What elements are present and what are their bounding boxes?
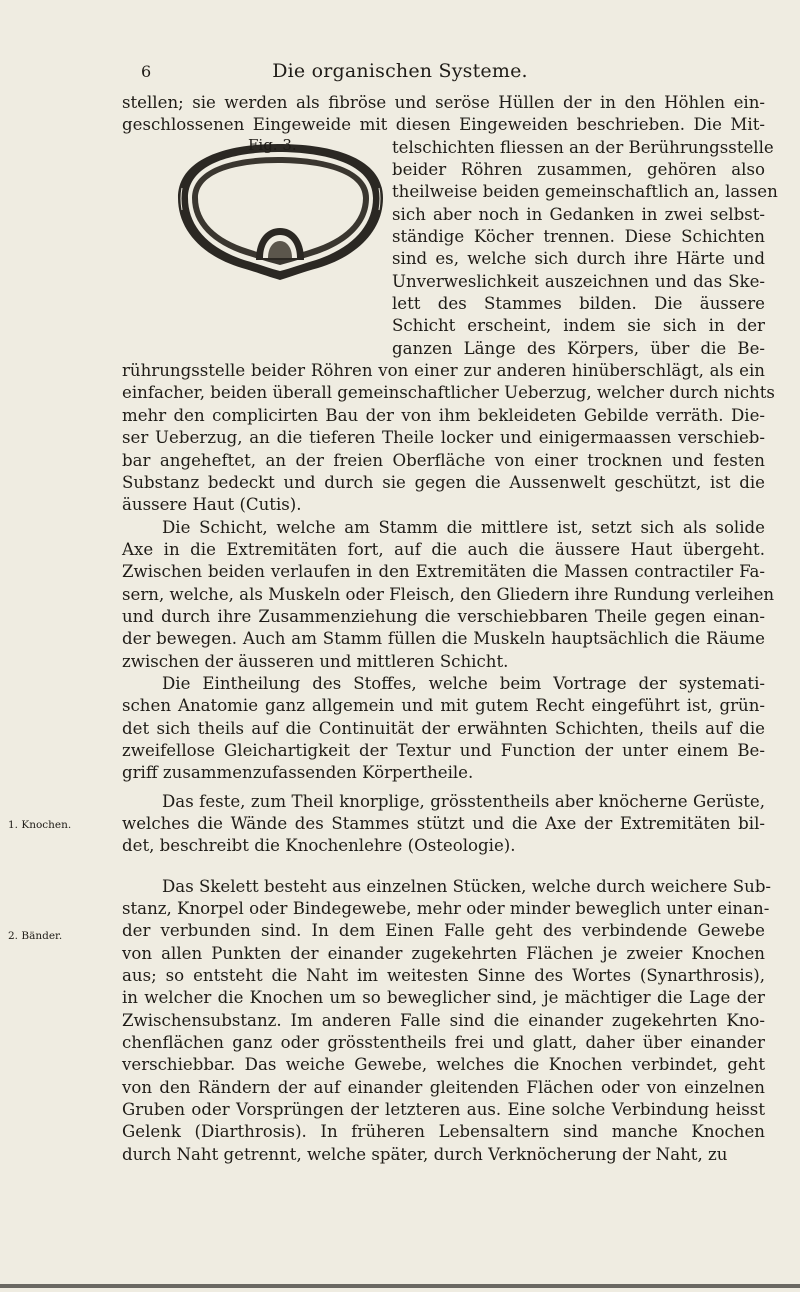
text-line: Axe in die Extremitäten fort, auf die auch die äussere Haut übergeht. — [122, 539, 765, 559]
text-line: Die Schicht, welche am Stamm die mittlere ist, setzt sich als solide — [162, 517, 765, 537]
text-line: Gruben oder Vorsprüngen der letzteren aus. Eine solche Verbindung heisst — [122, 1100, 765, 1120]
text-line: theilweise beiden gemeinschaftlich an, lassen — [392, 182, 778, 202]
text-line: mehr den complicirten Bau der von ihm bekleideten Gebilde verräth. Die- — [122, 405, 765, 425]
text-line: ständige Köcher trennen. Diese Schichten — [392, 227, 765, 247]
text-line: bar angeheftet, an der freien Oberfläche von einer trocknen und festen — [122, 450, 765, 470]
text-line: sern, welche, als Muskeln oder Fleisch, den Gliedern ihre Rundung verleihen — [122, 584, 775, 604]
text-line: ser Ueberzug, an die tieferen Theile locker und einigermaassen verschieb- — [122, 428, 765, 448]
text-line: Zwischen beiden verlaufen in den Extremitäten die Massen contractiler Fa- — [122, 562, 765, 582]
text-line: Zwischensubstanz. Im anderen Falle sind die einander zugekehrten Kno- — [122, 1010, 765, 1030]
text-line: verschiebbar. Das weiche Gewebe, welches die Knochen verbindet, geht — [122, 1055, 765, 1075]
text-line: und durch ihre Zusammenziehung die verschiebbaren Theile gegen einan- — [122, 606, 765, 626]
text-line: ganzen Länge des Körpers, über die Be- — [392, 338, 765, 358]
text-line: von den Rändern der auf einander gleitenden Flächen oder von einzelnen — [122, 1077, 765, 1097]
text-line: zweifellose Gleichartigkeit der Textur und Function der unter einem Be- — [122, 740, 765, 760]
text-line: chenflächen ganz oder grösstentheils frei und glatt, daher über einander — [122, 1033, 765, 1053]
page-number: 6 — [141, 62, 152, 81]
text-line: zwischen der äusseren und mittleren Schicht. — [122, 651, 509, 671]
body-text — [122, 92, 778, 1166]
spacer — [122, 858, 765, 876]
text-line: in welcher die Knochen um so beweglicher sind, je mächtiger die Lage der — [122, 988, 765, 1008]
text-line: einfacher, beiden überall gemeinschaftlicher Ueberzug, welcher durch nichts — [122, 383, 775, 403]
text-line: telschichten fliessen an der Berührungsstelle — [392, 137, 774, 157]
figure-label: Fig. 3. — [248, 136, 297, 154]
text-line: durch Naht getrennt, welche später, durch Verknöcherung der Naht, zu — [122, 1144, 728, 1164]
text-line: sind es, welche sich durch ihre Härte und — [392, 249, 765, 269]
text-line: schen Anatomie ganz allgemein und mit gutem Recht eingeführt ist, grün- — [122, 696, 765, 716]
text-line: welches die Wände des Stammes stützt und die Axe der Extremitäten bil- — [122, 814, 765, 833]
text-line: stellen; sie werden als fibröse und seröse Hüllen der in den Höhlen ein- — [122, 93, 765, 112]
running-header — [0, 60, 800, 86]
text-line: stanz, Knorpel oder Bindegewebe, mehr oder minder beweglich unter einan- — [122, 899, 770, 919]
text-line: Gelenk (Diarthrosis). In früheren Lebensaltern sind manche Knochen — [122, 1122, 765, 1142]
text-line: äussere Haut (Cutis). — [122, 495, 302, 515]
text-line: Das feste, zum Theil knorplige, grösstentheils aber knöcherne Gerüste, — [162, 791, 765, 811]
text-line: geschlossenen Eingeweide mit diesen Eingeweiden beschrieben. Die Mit- — [122, 115, 765, 135]
text-line: Schicht erscheint, indem sie sich in der — [392, 316, 765, 336]
text-line: beider Röhren zusammen, gehören also — [392, 160, 765, 180]
text-line: der bewegen. Auch am Stamm füllen die Muskeln hauptsächlich die Räume — [122, 629, 765, 649]
text-line: Das Skelett besteht aus einzelnen Stücken, welche durch weichere Sub- — [162, 876, 772, 896]
margin-note-knochen: 1. Knochen. — [8, 819, 72, 831]
text-line: sich aber noch in Gedanken in zwei selbst- — [392, 204, 765, 224]
text-line: rührungsstelle beider Röhren von einer zur anderen hinüberschlägt, als ein — [122, 361, 765, 381]
text-line: griff zusammenzufassenden Körpertheile. — [122, 763, 474, 783]
text-line: Substanz bedeckt und durch sie gegen die Aussenwelt geschützt, ist die — [122, 472, 765, 492]
text-line: der verbunden sind. In dem Einen Falle geht des verbindende Gewebe — [122, 921, 765, 941]
running-title: Die organischen Systeme. — [272, 60, 528, 82]
text-line: Unverweslichkeit auszeichnen und das Ske- — [392, 271, 765, 291]
text-line: lett des Stammes bilden. Die äussere — [392, 294, 765, 314]
text-line: Die Eintheilung des Stoffes, welche beim Vortrage der systemati- — [162, 673, 765, 693]
page-bottom-edge — [0, 1284, 800, 1288]
text-line: det sich theils auf die Continuität der erwähnten Schichten, theils auf die — [122, 718, 765, 738]
margin-note-baender: 2. Bänder. — [8, 930, 63, 942]
text-line: det, beschreibt die Knochenlehre (Osteologie). — [122, 836, 516, 856]
text-line: von allen Punkten der einander zugekehrten Flächen je zweier Knochen — [122, 943, 765, 963]
text-line: aus; so entsteht die Naht im weitesten Sinne des Wortes (Synarthrosis), — [122, 966, 765, 986]
